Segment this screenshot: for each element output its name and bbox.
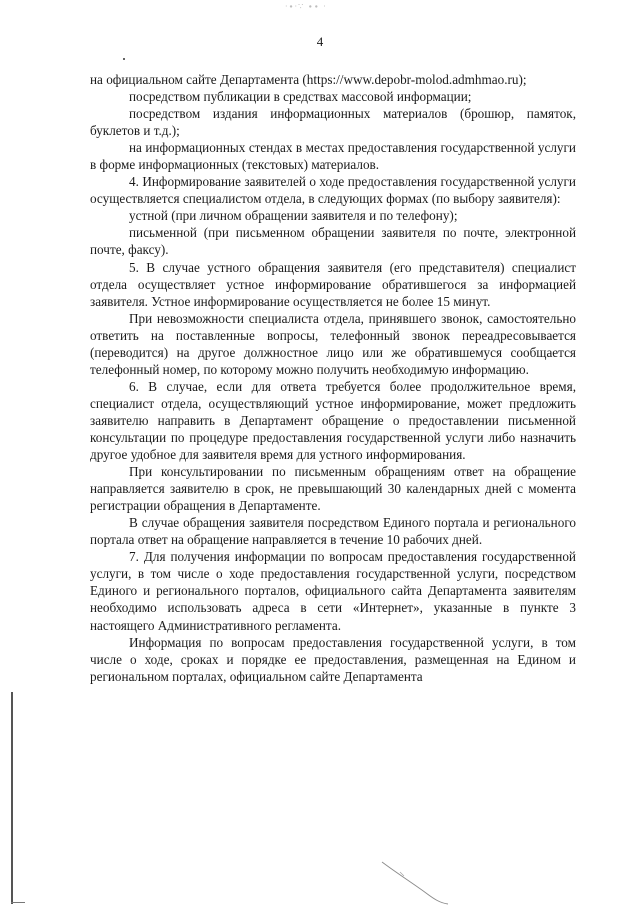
paragraph-portal-response: В случае обращения заявителя посредством Единого портала и регионального портала ответ на обращение направляется в течение 10 рабочих дней. (90, 515, 576, 548)
paragraph-info-materials: посредством издания информационных материалов (брошюр, памяток, буклетов и т.д.); (90, 106, 576, 139)
document-body (90, 71, 576, 685)
page-number: 4 (316, 34, 324, 49)
paragraph-mass-media: посредством публикации в средствах массовой информации; (129, 89, 472, 105)
pen-stroke-mark (380, 860, 450, 905)
paragraph-oral-form: устной (при личном обращении заявителя и по телефону); (129, 208, 458, 224)
paragraph-written-consultation: При консультировании по письменным обращениям ответ на обращение направляется заявителю в срок, не превышающий 30 календарных дней с момента регистрации обращения в Департаменте. (90, 464, 576, 514)
paragraph-info-placement: Информация по вопросам предоставления государственной услуги, в том числе о ходе, сроках и порядке ее предоставления, размещенная на Едином и региональном порталах, официальном сайте Департамента (90, 634, 576, 684)
paragraph-6-longer-time: 6. В случае, если для ответа требуется более продолжительное время, специалист отдела, осуществляющий устное информирование, может предложить заявителю направить в Департамент обращение о предоставлении письменной консультации по процедуре предоставления государственной услуги либо назначить другое удобное для заявителя время для устного информирования. (90, 378, 576, 463)
paragraph-written-form: письменной (при письменном обращении заявителя по почте, электронной почте, факсу). (90, 225, 576, 258)
scan-speck (123, 58, 125, 60)
paragraph-call-redirect: При невозможности специалиста отдела, принявшего звонок, самостоятельно ответить на поставленные вопросы, телефонный звонок переадресовывается (переводится) на другое должностное лицо или же обратившемуся сообщается телефонный номер, по которому можно получить необходимую информацию. (90, 310, 576, 377)
paragraph-5-oral-request: 5. В случае устного обращения заявителя (его представителя) специалист отдела осуществляет устное информирование обратившегося за информацией заявителя. Устное информирование осуществляется не более 15 минут. (90, 259, 576, 309)
paragraph-official-site: на официальном сайте Департамента (https://www.depobr-molod.admhmao.ru); (90, 72, 527, 87)
margin-scan-line-foot (11, 902, 25, 903)
scan-artifact: ·∙‧∵ ∙∙ · (285, 2, 327, 11)
paragraph-7-internet-info: 7. Для получения информации по вопросам предоставления государственной услуги, в том числе о ходе предоставления государственной услуги, посредством Единого и регионального порталов, официального сайта Департамента заявителям необходимо использовать адреса в сети «Интернет», указанные в пункте 3 настоящего Административного регламента. (90, 549, 576, 633)
paragraph-4-informing: 4. Информирование заявителей о ходе предоставления государственной услуги осуществляется специалистом отдела, в следующих формах (по выбору заявителя): (90, 174, 576, 207)
paragraph-info-stands: на информационных стендах в местах предоставления государственной услуги в форме информационных (текстовых) материалов. (90, 140, 576, 173)
margin-scan-line (11, 692, 13, 904)
